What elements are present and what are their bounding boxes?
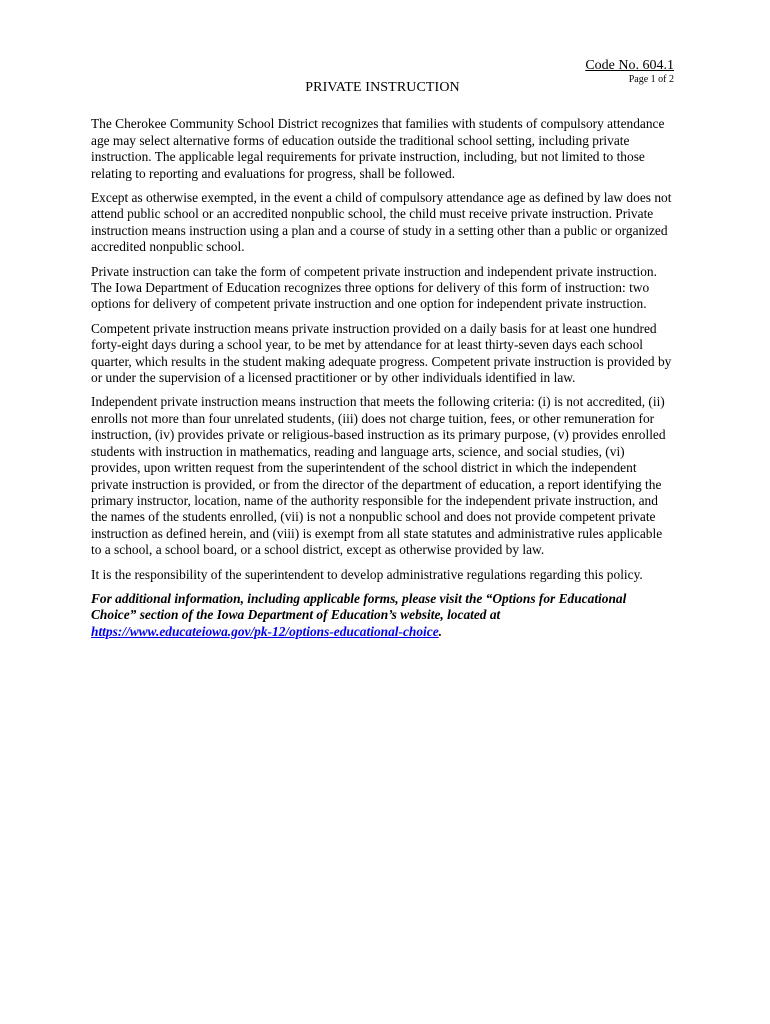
paragraph-independent-instruction: Independent private instruction means instruction that meets the following criteria: (i) is not accredited, (ii) enrolls not more than four unrelated students, (iii) does not charge tuition, fees, or other remuneration for instruction, (iv) provides private or religious-based instruction as its primary purpose, (v) provides enrolled students with instruction in mathematics, reading and language arts, science, and social studies, (vi) provides, upon written request from the superintendent of the school district in which the independent private instruction is provided, or from the director of the department of education, a report identifying the primary instructor, location, name of the authority responsible for the independent private instruction, and the names of the students enrolled, (vii) is not a nonpublic school and does not provide competent private instruction as defined herein, and (viii) is exempt from all state statutes and administrative rules applicable to a school, a school board, or a school district, except as otherwise provided by law. [91,394,666,558]
additional-info-note [91,591,674,640]
paragraph-recognition: The Cherokee Community School District recognizes that families with students of compulsory attendance age may select alternative forms of education outside the traditional school setting, including private instruction. The applicable legal requirements for private instruction, including, but not limited to those relating to reporting and evaluations for progress, shall be followed. [91,116,665,181]
paragraph-competent-instruction: Competent private instruction means private instruction provided on a daily basis for at least one hundred forty-eight days during a school year, to be met by attendance for at least thirty-seven days each school quarter, which results in the student making adequate progress. Competent private instruction is provided by or under the supervision of a licensed practitioner or by other individuals identified in law. [91,320,672,386]
code-number: Code No. 604.1 [585,58,674,73]
document-body [91,116,674,640]
options-educational-choice-link[interactable]: https://www.educateiowa.gov/pk-12/options-educational-choice [91,623,439,639]
paragraph-responsibility: It is the responsibility of the superintendent to develop administrative regulations regarding this policy. [91,566,643,582]
note-trailing: . [438,623,443,639]
paragraph-exemption: Except as otherwise exempted, in the event a child of compulsory attendance age as defined by law does not attend public school or an accredited nonpublic school, the child must receive private instruction. Private instruction means instruction using a plan and a course of study in a setting other than a public or organized accredited nonpublic school. [91,190,672,255]
document-title: PRIVATE INSTRUCTION [305,80,460,96]
note-text: For additional information, including applicable forms, please visit the “Options for Educational Choice” section of the Iowa Department of Education’s website, located at [91,590,627,623]
page-number: Page 1 of 2 [628,74,674,86]
paragraph-forms: Private instruction can take the form of competent private instruction and independent private instruction. The Iowa Department of Education recognizes three options for delivery of this form of instruction: two options for delivery of competent private instruction and one option for independent private instruction. [91,263,657,312]
